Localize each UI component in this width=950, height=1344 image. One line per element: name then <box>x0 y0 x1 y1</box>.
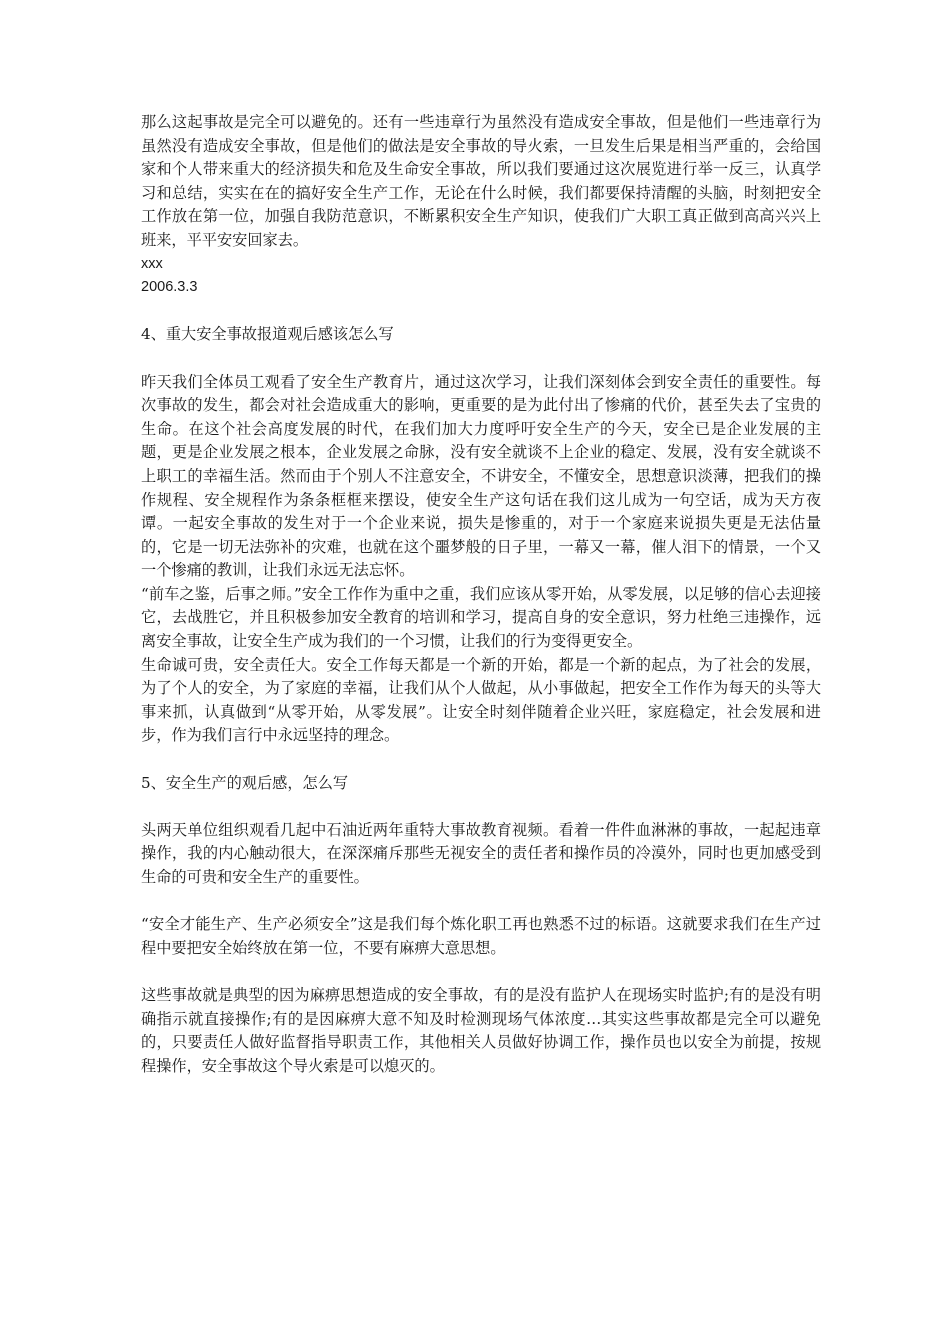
spacer <box>141 300 821 324</box>
section-4-paragraph-3: 生命诚可贵，安全责任大。安全工作每天都是一个新的开始，都是一个新的起点，为了社会的发展，为了个人的安全，为了家庭的幸福，让我们从个人做起，从小事做起，把安全工作作为每天的头等大事来抓，认真做到“从零开始，从零发展”。让安全时刻伴随着企业兴旺，家庭稳定，社会发展和进步，作为我们言行中永远坚持的理念。 <box>141 655 821 745</box>
spacer <box>141 890 821 914</box>
document-body <box>141 111 821 1078</box>
spacer <box>141 748 821 772</box>
section-4-paragraph-2: “前车之鉴，后事之师。”安全工作作为重中之重，我们应该从零开始，从零发展，以足够的信心去迎接它，去战胜它，并且积极参加安全教育的培训和学习，提高自身的安全意识，努力杜绝三违操作，远离安全事故，让安全生产成为我们的一个习惯，让我们的行为变得更安全。 <box>141 584 821 651</box>
section-5-paragraph-2: “安全才能生产、生产必须安全”这是我们每个炼化职工再也熟悉不过的标语。这就要求我们在生产过程中要把安全始终放在第一位，不要有麻痹大意思想。 <box>141 915 821 957</box>
date: 2006.3.3 <box>141 279 198 296</box>
spacer <box>141 795 821 819</box>
spacer <box>141 960 821 984</box>
section-5-paragraph-3: 这些事故就是典型的因为麻痹思想造成的安全事故，有的是没有监护人在现场实时监护;有的是没有明确指示就直接操作;有的是因麻痹大意不知及时检测现场气体浓度…其实这些事故都是完全可以避免的，只要责任人做好监督指导职责工作，其他相关人员做好协调工作，操作员也以安全为前提，按规程操作，安全事故这个导火索是可以熄灭的。 <box>141 985 821 1075</box>
section-5-heading: 5、安全生产的观后感，怎么写 <box>141 773 349 792</box>
signature: xxx <box>141 255 163 272</box>
intro-paragraph: 那么这起事故是完全可以避免的。还有一些违章行为虽然没有造成安全事故，但是他们一些违章行为虽然没有造成安全事故，但是他们的做法是安全事故的导火索，一旦发生后果是相当严重的，会给国家和个人带来重大的经济损失和危及生命安全事故，所以我们要通过这次展览进行举一反三，认真学习和总结，实实在在的搞好安全生产工作，无论在什么时候，我们都要保持清醒的头脑，时刻把安全工作放在第一位，加强自我防范意识，不断累积安全生产知识，使我们广大职工真正做到高高兴兴上班来，平平安安回家去。 <box>141 113 821 249</box>
section-4-paragraph-1: 昨天我们全体员工观看了安全生产教育片，通过这次学习，让我们深刻体会到安全责任的重要性。每次事故的发生，都会对社会造成重大的影响，更重要的是为此付出了惨痛的代价，甚至失去了宝贵的生命。在这个社会高度发展的时代，在我们加大力度呼吁安全生产的今天，安全已是企业发展的主题，更是企业发展之根本，企业发展之命脉，没有安全就谈不上企业的稳定、发展，没有安全就谈不上职工的幸福生活。然而由于个别人不注意安全，不讲安全，不懂安全，思想意识淡薄，把我们的操作规程、安全规程作为条条框框来摆设，使安全生产这句话在我们这儿成为一句空话，成为天方夜谭。一起安全事故的发生对于一个企业来说，损失是惨重的，对于一个家庭来说损失更是无法估量的，它是一切无法弥补的灾难，也就在这个噩梦般的日子里，一幕又一幕，催人泪下的情景，一个又一个惨痛的教训，让我们永远无法忘怀。 <box>141 372 821 580</box>
section-4-heading: 4、重大安全事故报道观后感该怎么写 <box>141 325 394 344</box>
spacer <box>141 347 821 371</box>
section-5-paragraph-1: 头两天单位组织观看几起中石油近两年重特大事故教育视频。看着一件件血淋淋的事故，一起起违章操作，我的内心触动很大，在深深痛斥那些无视安全的责任者和操作员的冷漠外，同时也更加感受到生命的可贵和安全生产的重要性。 <box>141 820 821 886</box>
